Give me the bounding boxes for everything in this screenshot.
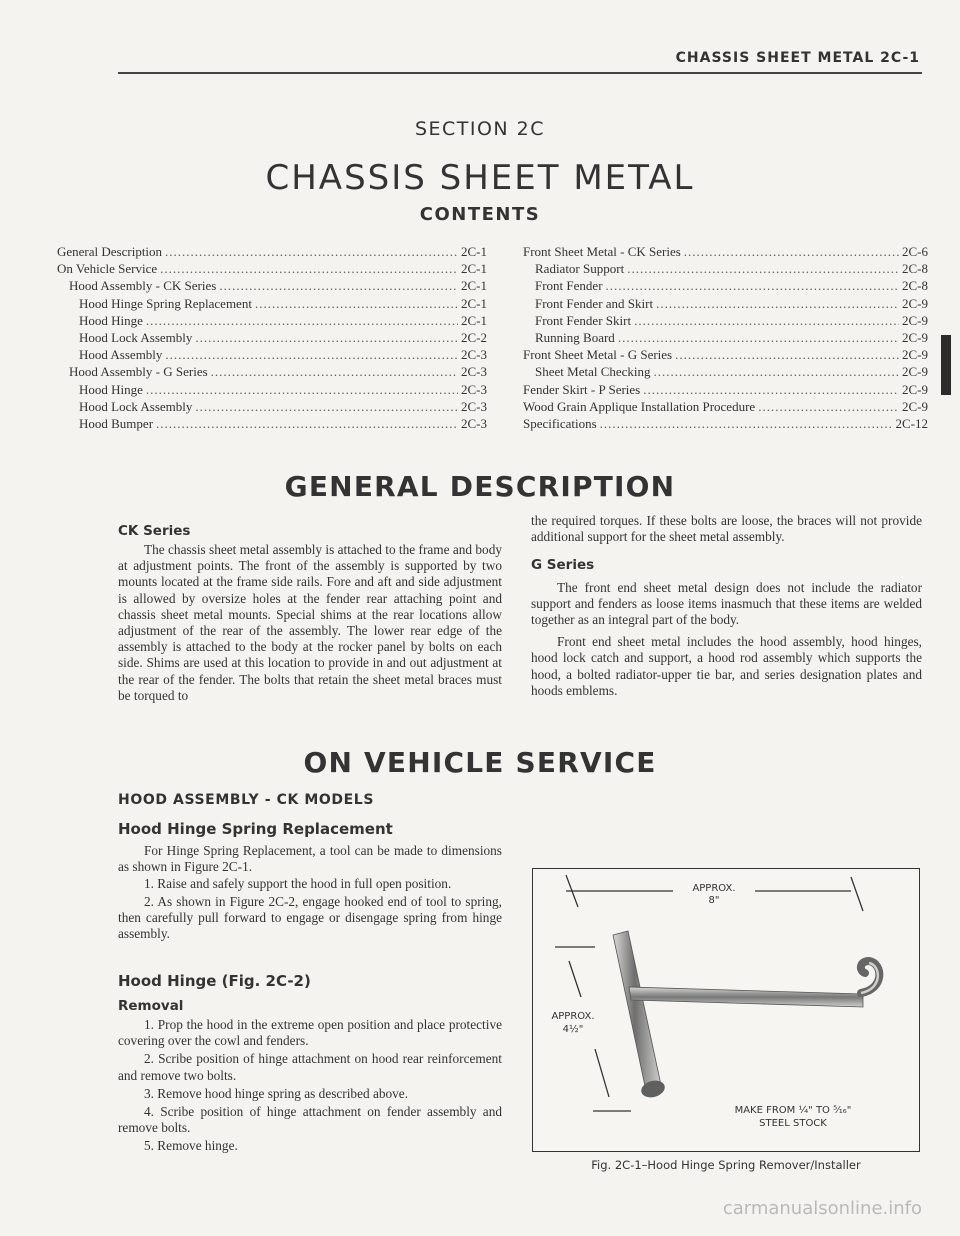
toc-entry-page: 2C-8 xyxy=(902,261,928,277)
toc-entry-title: Hood Hinge xyxy=(79,312,143,328)
toc-leader-dots xyxy=(684,243,899,260)
toc-entry-page: 2C-3 xyxy=(461,347,487,363)
toc-entry xyxy=(523,277,928,294)
toc-entry-title: Running Board xyxy=(535,330,615,346)
removal-step: 5. Remove hinge. xyxy=(144,1138,238,1154)
toc-leader-dots xyxy=(165,346,458,363)
toc-entry-title: Hood Lock Assembly xyxy=(79,398,193,414)
general-right-column xyxy=(531,513,922,699)
toc-leader-dots xyxy=(600,415,893,432)
toc-entry-page: 2C-9 xyxy=(902,398,928,414)
toc-leader-dots xyxy=(618,329,899,346)
toc-entry-title: Fender Skirt - P Series xyxy=(523,381,641,397)
removal-heading: Removal xyxy=(118,998,184,1014)
section-tab-marker xyxy=(941,335,951,395)
toc-entry-page: 2C-9 xyxy=(902,347,928,363)
toc-leader-dots xyxy=(146,312,458,329)
ck-series-body xyxy=(118,542,502,704)
toc-entry-title: Hood Hinge xyxy=(79,381,143,397)
toc-entry-page: 2C-2 xyxy=(461,330,487,346)
removal-step: 1. Prop the hood in the extreme open position and place protective covering over the cowl and fenders. xyxy=(118,1017,502,1049)
toc-entry-page: 2C-6 xyxy=(902,244,928,259)
toc-entry-page: 2C-9 xyxy=(902,312,928,328)
toc-leader-dots xyxy=(758,398,899,415)
toc-entry-page: 2C-1 xyxy=(461,312,487,328)
toc-leader-dots xyxy=(634,312,899,329)
toc-entry-title: General Description xyxy=(57,244,163,259)
toc-entry-page: 2C-9 xyxy=(902,295,928,311)
toc-entry-page: 2C-3 xyxy=(461,398,487,414)
g-series-paragraph-1: The front end sheet metal design does not include the radiator support and fenders as loose items inasmuch that these items are welded together as an integral part of the body. xyxy=(531,579,922,628)
dim-line-height-a xyxy=(569,961,581,997)
toc-entry-title: Hood Lock Assembly xyxy=(79,330,193,346)
toc-entry-page: 2C-12 xyxy=(895,416,928,432)
toc-entry xyxy=(523,312,928,329)
figure-caption: Fig. 2C-1–Hood Hinge Spring Remover/Installer xyxy=(591,1158,861,1172)
toc-leader-dots xyxy=(165,243,458,260)
toc-entry-page: 2C-3 xyxy=(461,364,487,380)
toc-leader-dots xyxy=(146,381,458,398)
toc-entry xyxy=(523,415,928,432)
toc-entry xyxy=(523,381,928,398)
toc-entry xyxy=(523,398,928,415)
toc-entry-page: 2C-9 xyxy=(902,364,928,380)
hinge-spring-replacement-heading: Hood Hinge Spring Replacement xyxy=(118,820,393,838)
toc-leader-dots xyxy=(255,295,458,312)
toc-leader-dots xyxy=(627,260,899,277)
toc-entry xyxy=(57,312,487,329)
tool-shaft xyxy=(613,931,661,1091)
toc-entry-title: Front Fender xyxy=(535,278,603,294)
toc-entry-title: Radiator Support xyxy=(535,261,625,277)
toc-entry-title: Sheet Metal Checking xyxy=(535,364,651,380)
toc-entry-page: 2C-1 xyxy=(461,295,487,311)
toc-leader-dots xyxy=(675,346,899,363)
removal-steps xyxy=(118,1017,502,1157)
toc-entry-title: Hood Bumper xyxy=(79,416,154,432)
toc-entry-title: Front Sheet Metal - CK Series xyxy=(523,244,681,259)
toc-entry-title: Hood Assembly - CK Series xyxy=(69,278,217,294)
toc-entry-page: 2C-3 xyxy=(461,381,487,397)
toc-leader-dots xyxy=(656,295,899,312)
toc-entry-title: Front Fender and Skirt xyxy=(535,295,654,311)
hood-assembly-ck-heading: HOOD ASSEMBLY - CK MODELS xyxy=(118,792,375,808)
dim-line-width-right xyxy=(851,877,863,911)
figure-2c-1-frame xyxy=(532,868,920,1152)
toc-entry xyxy=(523,363,928,380)
toc-entry xyxy=(523,243,928,260)
tool-handle xyxy=(629,987,863,1007)
toc-leader-dots xyxy=(211,363,458,380)
toc-entry xyxy=(523,329,928,346)
general-description-heading: GENERAL DESCRIPTION xyxy=(284,470,676,503)
height-approx-label: APPROX. xyxy=(551,1011,595,1022)
toc-entry-title: Specifications xyxy=(523,416,597,432)
toc-entry-page: 2C-1 xyxy=(461,278,487,294)
stock-note-line-1: MAKE FROM ¼" TO ⁵⁄₁₆" xyxy=(734,1105,852,1116)
toc-entry xyxy=(57,329,487,346)
width-dimension: 8" xyxy=(708,895,720,906)
toc-entry-page: 2C-8 xyxy=(902,278,928,294)
watermark: carmanualsonline.info xyxy=(722,1198,922,1219)
running-header: CHASSIS SHEET METAL 2C-1 xyxy=(675,50,920,66)
toc-leader-dots xyxy=(156,415,458,432)
toc-entry xyxy=(57,398,487,415)
hood-hinge-heading: Hood Hinge (Fig. 2C-2) xyxy=(118,972,311,990)
toc-entry-page: 2C-1 xyxy=(461,244,487,259)
toc-entry-page: 2C-9 xyxy=(902,330,928,346)
toc-leader-dots xyxy=(160,260,458,277)
tool-shaft-end xyxy=(639,1078,666,1100)
toc-entry xyxy=(57,260,487,277)
toc-right-column xyxy=(523,243,928,432)
spring-paragraph: For Hinge Spring Replacement, a tool can be made to dimensions as shown in Figure 2C-1. xyxy=(118,843,502,875)
height-dimension: 4½" xyxy=(562,1024,584,1035)
ck-series-paragraph: The chassis sheet metal assembly is attached to the frame and body at adjustment points. The front of the assembly is supported by two mounts located at the frame side rails. Fore and aft and side adjustment is allowed by oversize holes at the fender rear attaching point and chassis sheet metal mounts. Special shims at the rear locations allow adjustment of the rear of the assembly. The lower rear edge of the assembly is attached to the body at the rocker panel by bolts on each side. Shims are used at this location to provide in and out adjustment at the rear of the fender. The bolts that retain the sheet metal braces must be torqued to xyxy=(118,542,502,703)
toc-entry-page: 2C-9 xyxy=(902,381,928,397)
toc-entry-title: Hood Assembly xyxy=(79,347,163,363)
width-approx-label: APPROX. xyxy=(692,883,736,894)
toc-entry-title: Wood Grain Applique Installation Procedure xyxy=(523,398,756,414)
spring-paragraph: 1. Raise and safely support the hood in full open position. xyxy=(144,876,452,892)
toc-entry-title: Front Fender Skirt xyxy=(535,312,632,328)
g-series-paragraph-2: Front end sheet metal includes the hood assembly, hood hinges, hood lock catch and support, a hood rod assembly which supports the hood, a bolted radiator-upper tie bar, and series designation plates and hoods emblems. xyxy=(531,634,922,698)
removal-step: 4. Scribe position of hinge attachment on fender assembly and remove bolts. xyxy=(118,1104,502,1136)
toc-entry xyxy=(57,295,487,312)
removal-step: 3. Remove hood hinge spring as described above. xyxy=(144,1085,409,1101)
toc-leader-dots xyxy=(219,277,458,294)
spring-paragraph: 2. As shown in Figure 2C-2, engage hooked end of tool to spring, then carefully pull forward to engage or disengage spring from hinge assembly. xyxy=(118,893,502,942)
toc-leader-dots xyxy=(654,363,899,380)
toc-entry xyxy=(57,363,487,380)
hinge-spring-replacement-body xyxy=(118,843,502,943)
toc-entry-page: 2C-1 xyxy=(461,261,487,277)
toc-entry xyxy=(57,381,487,398)
toc-entry xyxy=(57,346,487,363)
toc-entry xyxy=(57,243,487,260)
g-series-heading: G Series xyxy=(531,557,595,574)
toc-entry xyxy=(523,295,928,312)
header-rule xyxy=(118,72,922,74)
dim-line-height-b xyxy=(595,1049,609,1097)
contents-label: CONTENTS xyxy=(419,204,541,225)
toc-entry-page: 2C-3 xyxy=(461,416,487,432)
removal-step: 2. Scribe position of hinge attachment on hood rear reinforcement and remove two bolts. xyxy=(118,1051,502,1083)
toc-entry-title: Front Sheet Metal - G Series xyxy=(523,347,673,363)
toc-leader-dots xyxy=(195,329,458,346)
on-vehicle-service-heading: ON VEHICLE SERVICE xyxy=(303,746,657,779)
section-label: SECTION 2C xyxy=(414,118,546,140)
toc-entry xyxy=(523,346,928,363)
toc-entry-title: Hood Hinge Spring Replacement xyxy=(79,295,252,311)
toc-leader-dots xyxy=(643,381,899,398)
chapter-title: CHASSIS SHEET METAL xyxy=(265,158,695,198)
ck-series-continued: the required torques. If these bolts are loose, the braces will not provide additional support for the sheet metal assembly. xyxy=(531,513,922,545)
toc-entry-title: On Vehicle Service xyxy=(57,261,158,277)
toc-leader-dots xyxy=(606,277,899,294)
toc-entry-title: Hood Assembly - G Series xyxy=(69,364,208,380)
stock-note-line-2: STEEL STOCK xyxy=(759,1118,827,1129)
toc-entry xyxy=(57,415,487,432)
toc-entry xyxy=(57,277,487,294)
ck-series-heading: CK Series xyxy=(118,523,191,539)
toc-leader-dots xyxy=(195,398,458,415)
toc-left-column xyxy=(57,243,487,432)
toc-entry xyxy=(523,260,928,277)
